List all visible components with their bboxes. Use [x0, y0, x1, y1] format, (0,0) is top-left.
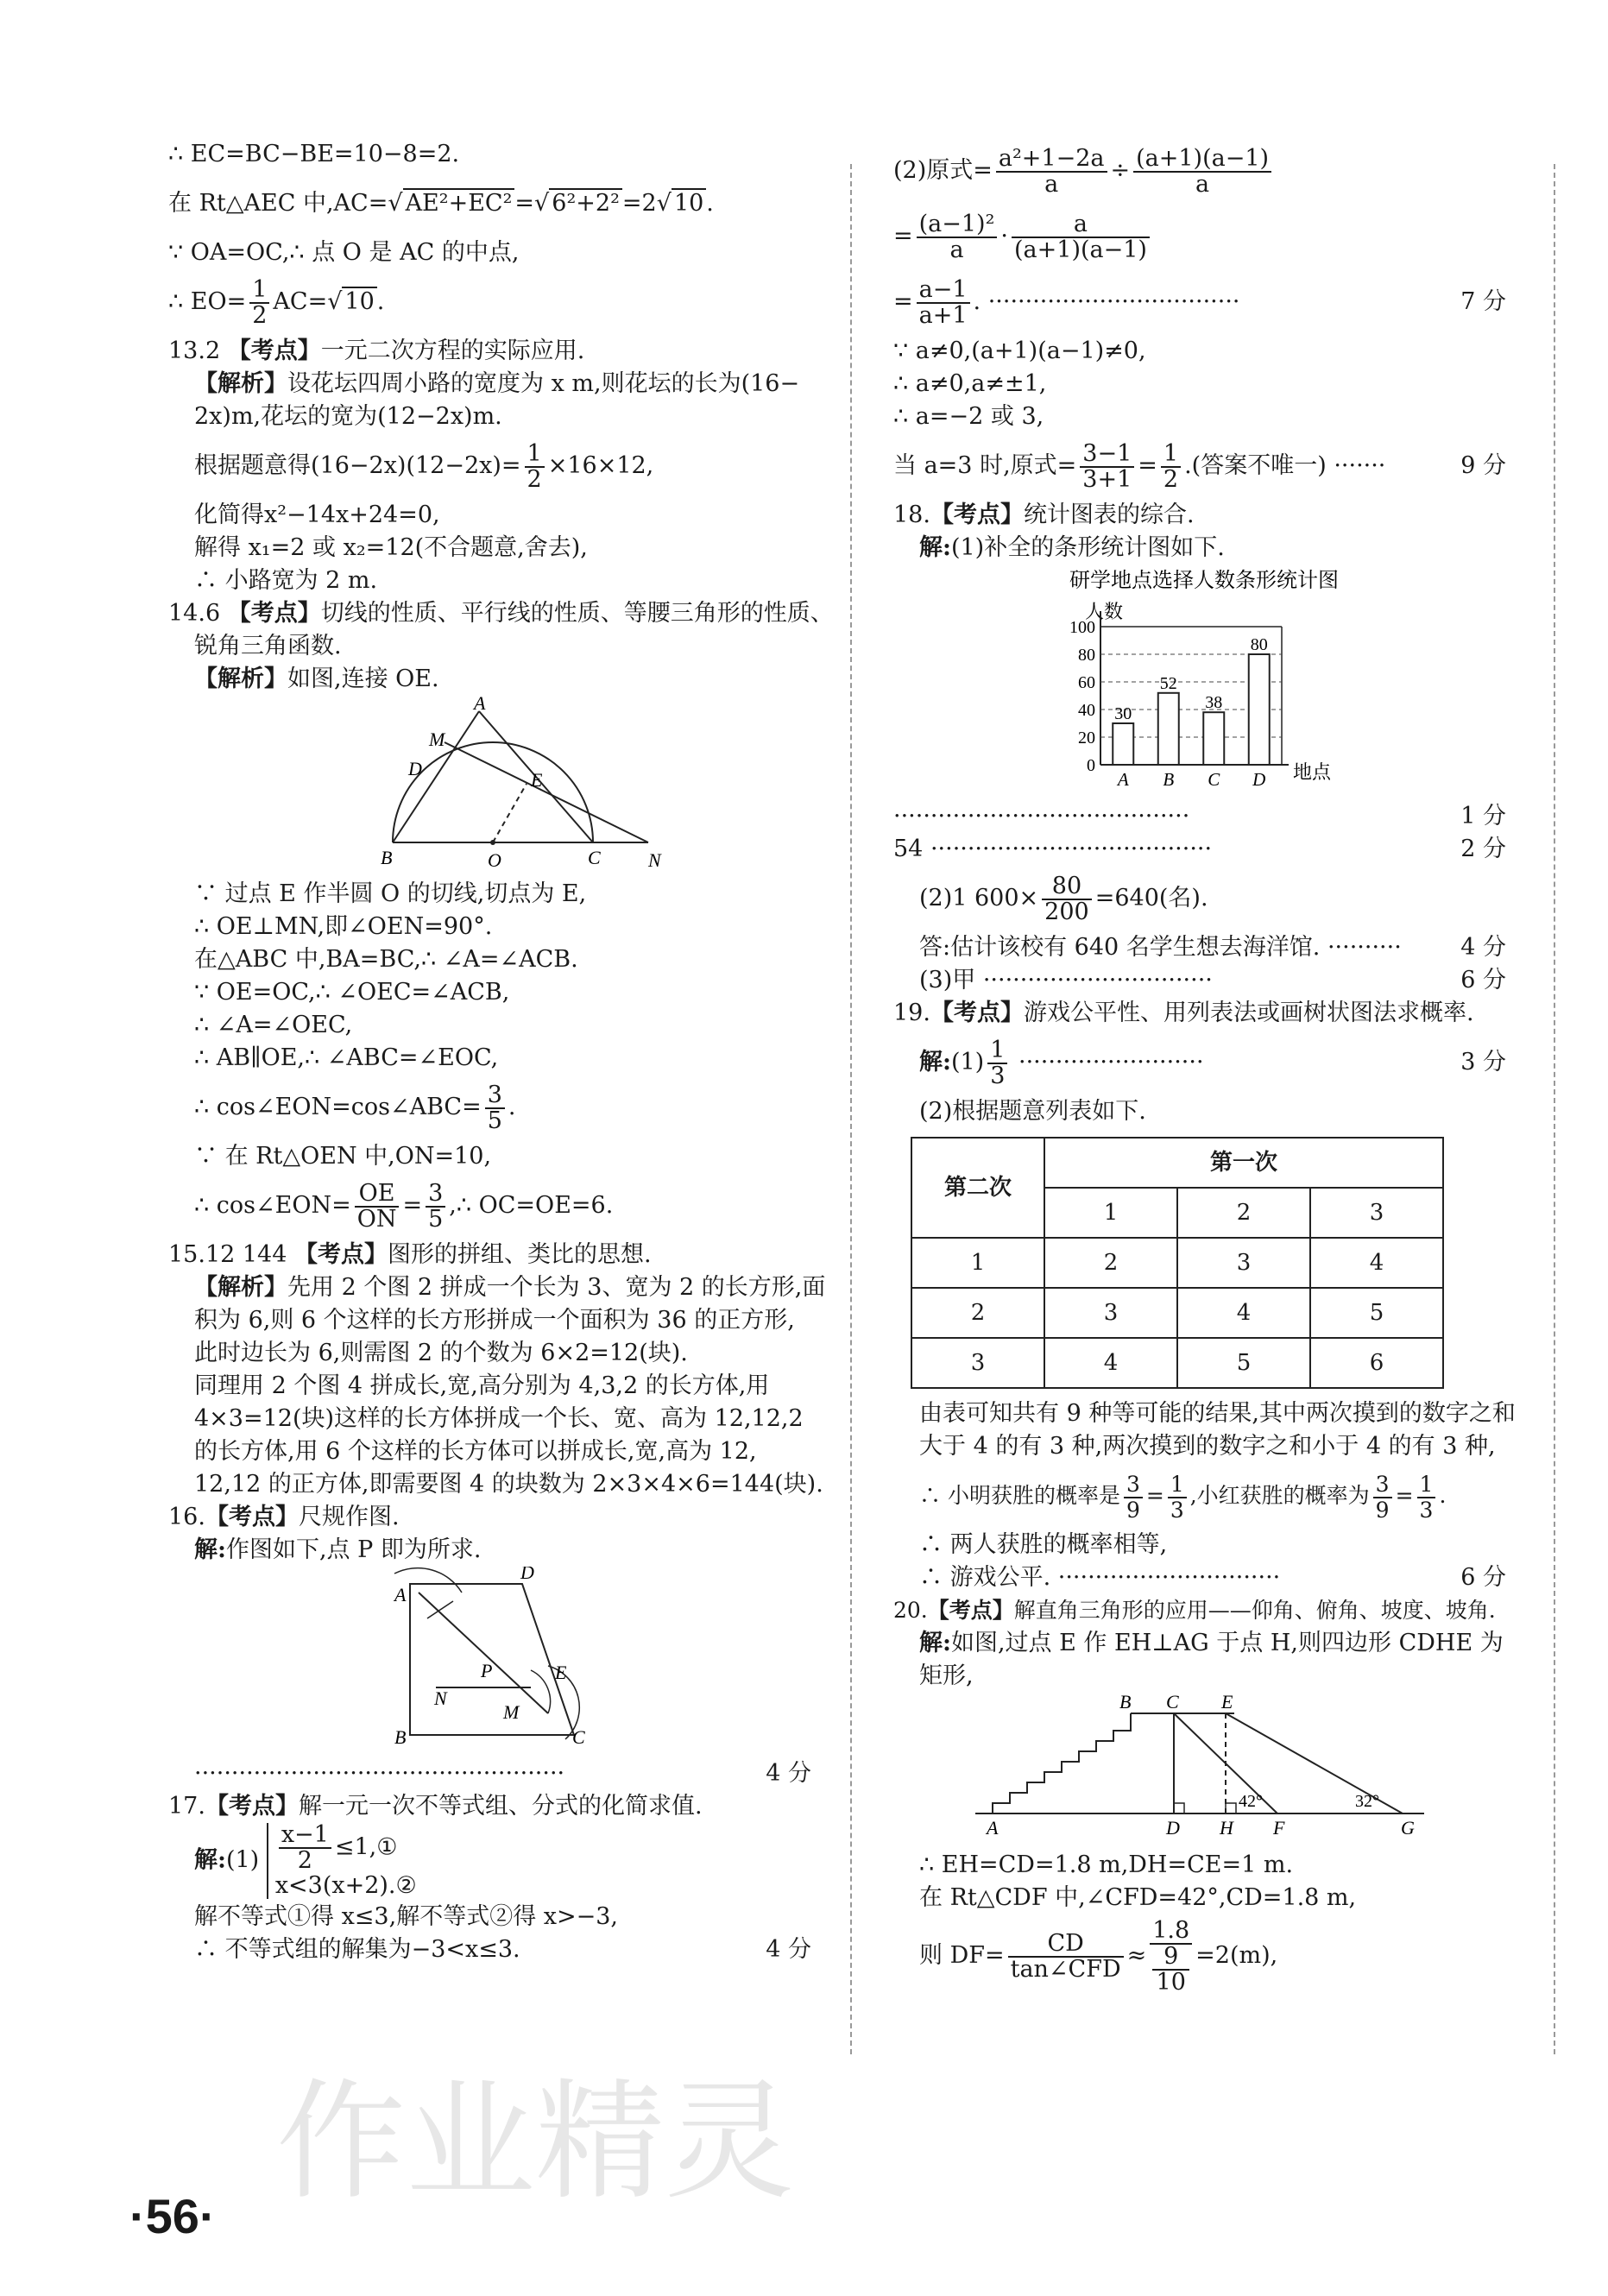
fig20-label-d: D: [1166, 1817, 1180, 1839]
line: ∵ OA=OC,∴ 点 O 是 AC 的中点,: [168, 239, 520, 266]
fig20-label-b: B: [1119, 1693, 1132, 1713]
q18-header: 18.【考点】统计图表的综合.: [893, 501, 1195, 528]
line: ∴ 小明获胜的概率是 $\frac{3}{9}$ = $\frac{1}{3}$ ,小红获胜的概率为 $\frac{3}{9}$ = $\frac{1}{3}$ .: [919, 1471, 1447, 1523]
line: 12,12 的正方体,即需要图 4 的块数为 2×3×4×6=144(块).: [194, 1471, 823, 1498]
chart-x-tick-label: D: [1252, 769, 1266, 790]
inequality-system: 解:(1) $\frac{x-1}{2}$ ≤1,① x<3(x+2).②: [194, 1821, 417, 1899]
q14-header: 14.6 【考点】切线的性质、平行线的性质、等腰三角形的性质、: [168, 600, 834, 627]
q16-header: 16.【考点】尺规作图.: [168, 1504, 400, 1530]
fig16-label-d: D: [520, 1567, 534, 1583]
chart-y-tick-label: 80: [1078, 646, 1095, 665]
line: 锐角三角函数.: [194, 633, 342, 659]
score-line: ········································ 1 分: [893, 803, 1506, 829]
table-cell: 3: [1177, 1238, 1310, 1288]
fig16-label-e: E: [555, 1662, 567, 1683]
table-cell: 5: [1177, 1338, 1310, 1388]
chart-x-tick-label: B: [1163, 769, 1175, 790]
score-line: ·················································· 4 分: [194, 1760, 811, 1787]
chart-y-tick-label: 40: [1078, 701, 1095, 720]
left-column: [168, 138, 834, 1966]
line: 解:(1)补全的条形统计图如下.: [919, 534, 1225, 561]
line: ∴ EO= $\frac{1}{2}$ AC=√ 10 .: [168, 275, 385, 329]
line: 大于 4 的有 3 种,两次摸到的数字之和小于 4 的有 3 种,: [919, 1433, 1496, 1460]
chart-y-tick-label: 20: [1078, 729, 1095, 747]
fig14-label-n: N: [648, 849, 661, 868]
fig14-label-b: B: [381, 847, 393, 868]
line: ∵ OE=OC,∴ ∠OEC=∠ACB,: [194, 979, 510, 1006]
line: (3)甲 ······························· 6 分: [919, 967, 1506, 993]
line: 【解析】先用 2 个图 2 拼成一个长为 3、宽为 2 的长方形,面: [194, 1274, 826, 1301]
chart-y-tick-label: 0: [1087, 756, 1095, 775]
bar-chart: [893, 565, 1506, 791]
line: 解:(1) $\frac{1}{3}$ ························· 3 分: [919, 1036, 1506, 1089]
line: = $\frac{a-1}{a+1}$ . ·································· 7 分: [893, 275, 1506, 329]
chart-data-label: 80: [1250, 635, 1268, 654]
fig14-label-a: A: [474, 696, 486, 714]
fig16-label-n: N: [434, 1687, 447, 1709]
line: (2)根据题意列表如下.: [919, 1098, 1146, 1125]
table-row-header: 2: [911, 1288, 1044, 1338]
fig14-label-m: M: [429, 729, 445, 750]
line: 当 a=3 时,原式= $\frac{3-1}{3+1}$ = $\frac{1}{2}$ .(答案不唯一) ······· 9 分: [893, 439, 1506, 493]
table-row: [911, 1288, 1443, 1338]
line: 解不等式①得 x≤3,解不等式②得 x>−3,: [194, 1903, 619, 1930]
fig14-label-e: E: [531, 769, 543, 791]
fig20-label-e: E: [1221, 1693, 1233, 1713]
line: ∴ 不等式组的解集为−3<x≤3. 4 分: [194, 1936, 811, 1963]
line: ∵ 过点 E 作半圆 O 的切线,切点为 E,: [194, 880, 587, 907]
column-divider: [850, 164, 852, 2054]
table-cell: 2: [1044, 1238, 1177, 1288]
fig14-label-d: D: [408, 758, 422, 779]
q19-header: 19.【考点】游戏公平性、用列表法或画树状图法求概率.: [893, 1000, 1474, 1026]
line: ∴ AB∥OE,∴ ∠ABC=∠EOC,: [194, 1044, 499, 1071]
fig20-angle-42: 42°: [1239, 1792, 1263, 1811]
line: ∴ a≠0,a≠±1,: [893, 370, 1047, 397]
fig16-label-m: M: [503, 1701, 520, 1723]
chart-data-label: 30: [1114, 704, 1132, 723]
line: 答:估计该校有 640 名学生想去海洋馆. ·········· 4 分: [919, 934, 1506, 961]
fig20-angle-32: 32°: [1355, 1792, 1379, 1811]
chart-bar: [1158, 693, 1179, 765]
line: 化简得x²−14x+24=0,: [194, 501, 440, 528]
table-header-first: 第一次: [1044, 1138, 1443, 1188]
table-header-second: 第二次: [911, 1138, 1044, 1238]
fig20-label-h: H: [1220, 1817, 1233, 1839]
line: ∴ 小路宽为 2 m.: [194, 567, 378, 594]
line: 解得 x₁=2 或 x₂=12(不合题意,舍去),: [194, 534, 588, 561]
line: (2)原式= $\frac{\text{a²+1−2a}}{a}$ ÷ $\frac{(a+1)(a-1)}{a}$: [893, 138, 1506, 204]
right-edge-divider: [1554, 164, 1555, 2054]
chart-x-tick-label: A: [1117, 769, 1129, 790]
watermark: 作业精灵: [276, 2067, 795, 2217]
line: ∴ 两人获胜的概率相等,: [919, 1531, 1168, 1558]
chart-bar: [1249, 654, 1270, 765]
table-row: [911, 1238, 1443, 1288]
fig14-label-o: O: [488, 849, 501, 868]
table-cell: 5: [1310, 1288, 1443, 1338]
table-col-header: 3: [1310, 1188, 1443, 1238]
line: 此时边长为 6,则需图 2 的个数为 6×2=12(块).: [194, 1340, 688, 1366]
page-number: ·56·: [129, 2189, 216, 2243]
fig20-label-g: G: [1401, 1817, 1415, 1839]
line: ∴ 游戏公平. ······························ 6 分: [919, 1564, 1506, 1591]
line: 【解析】设花坛四周小路的宽度为 x m,则花坛的长为(16−: [194, 370, 800, 397]
fig16-label-p: P: [481, 1660, 493, 1681]
line: ∴ cos∠EON=cos∠ABC= $\frac{3}{5}$ .: [194, 1081, 516, 1134]
line: 54 ······································ 2 分: [893, 836, 1506, 862]
fig16-label-c: C: [572, 1726, 585, 1748]
probability-table: [911, 1137, 1444, 1389]
chart-bar: [1113, 723, 1133, 765]
line: 2x)m,花坛的宽为(12−2x)m.: [194, 403, 502, 430]
table-row: [911, 1338, 1443, 1388]
fig20-label-f: F: [1273, 1817, 1285, 1839]
line: ∴ OE⊥MN,即∠OEN=90°.: [194, 913, 493, 940]
fig16-label-b: B: [394, 1726, 407, 1748]
line: 在△ABC 中,BA=BC,∴ ∠A=∠ACB.: [194, 946, 578, 973]
line: 解:作图如下,点 P 即为所求.: [194, 1536, 482, 1563]
chart-bar: [1203, 712, 1224, 765]
fig20-label-a: A: [987, 1817, 999, 1839]
line: = $\frac{\text{(a−1)²}}{a}$ · $\frac{a}{(a+1)(a-1)}$: [893, 204, 1506, 269]
line: (2)1 600× $\frac{80}{200}$ =640(名).: [919, 872, 1208, 925]
line: 的长方体,用 6 个这样的长方体可以拼成长,宽,高为 12,: [194, 1438, 757, 1465]
line: ∴ EC=BC−BE=10−8=2.: [168, 141, 460, 167]
line: ∴ ∠A=∠OEC,: [194, 1012, 353, 1038]
line: ∴ EH=CD=1.8 m,DH=CE=1 m.: [919, 1851, 1294, 1878]
line: ∵ 在 Rt△OEN 中,ON=10,: [194, 1143, 492, 1170]
fig14-label-c: C: [588, 847, 601, 868]
line: 积为 6,则 6 个这样的长方形拼成一个面积为 36 的正方形,: [194, 1307, 795, 1334]
table-row-header: 1: [911, 1238, 1044, 1288]
table-cell: 4: [1177, 1288, 1310, 1338]
line: 同理用 2 个图 4 拼成长,宽,高分别为 4,3,2 的长方体,用: [194, 1372, 770, 1399]
line: 在 Rt△AEC 中,AC=√ AE²+EC² =√ 6²+2² =2√ 10 .: [168, 190, 714, 217]
line: 解:如图,过点 E 作 EH⊥AG 于点 H,则四边形 CDHE 为: [919, 1630, 1504, 1656]
fig16-construction-diagram: [168, 1567, 811, 1748]
chart-title: 研学地点选择人数条形统计图: [1069, 570, 1339, 592]
line: 由表可知共有 9 种等可能的结果,其中两次摸到的数字之和: [919, 1400, 1516, 1427]
fig16-label-a: A: [394, 1584, 407, 1605]
right-column: [893, 138, 1516, 1997]
line: ∵ a≠0,(a+1)(a−1)≠0,: [893, 337, 1146, 364]
table-cell: 4: [1044, 1338, 1177, 1388]
line: 根据题意得(16−2x)(12−2x)= $\frac{1}{2}$ ×16×12,: [194, 439, 654, 493]
line: 矩形,: [919, 1662, 974, 1689]
table-cell: 4: [1310, 1238, 1443, 1288]
chart-y-tick-label: 60: [1078, 673, 1095, 692]
chart-data-label: 52: [1159, 673, 1177, 693]
fig20-label-c: C: [1166, 1693, 1179, 1713]
line: 在 Rt△CDF 中,∠CFD=42°,CD=1.8 m,: [919, 1884, 1357, 1911]
table-col-header: 2: [1177, 1188, 1310, 1238]
table-cell: 6: [1310, 1338, 1443, 1388]
q17-header: 17.【考点】解一元一次不等式组、分式的化简求值.: [168, 1793, 703, 1820]
line: 则 DF= CD tan∠CFD ≈ 1.8 9 10 =2(m),: [919, 1916, 1278, 1996]
q13-header: 13.2 【考点】一元二次方程的实际应用.: [168, 337, 585, 364]
chart-y-label: 人数: [1085, 601, 1124, 622]
fig14-semicircle-diagram: [168, 696, 811, 868]
table-col-header: 1: [1044, 1188, 1177, 1238]
q15-header: 15.12 144 【考点】图形的拼组、类比的思想.: [168, 1241, 652, 1268]
line: ∴ cos∠EON= $\frac{OE}{ON}$ = $\frac{3}{5}$ ,∴ OC=OE=6.: [194, 1179, 614, 1233]
chart-y-tick-label: 100: [1069, 618, 1095, 637]
line: 【解析】如图,连接 OE.: [194, 665, 439, 692]
chart-data-label: 38: [1205, 693, 1223, 713]
fig20-staircase-diagram: [893, 1693, 1506, 1839]
q20-header: 20.【考点】解直角三角形的应用——仰角、俯角、坡度、坡角.: [893, 1598, 1496, 1623]
line: ∴ a=−2 或 3,: [893, 403, 1044, 430]
table-cell: 3: [1044, 1288, 1177, 1338]
chart-x-tick-label: C: [1208, 769, 1220, 790]
table-row-header: 3: [911, 1338, 1044, 1388]
chart-x-label: 地点: [1293, 761, 1332, 783]
line: 4×3=12(块)这样的长方体拼成一个长、宽、高为 12,12,2: [194, 1405, 804, 1432]
